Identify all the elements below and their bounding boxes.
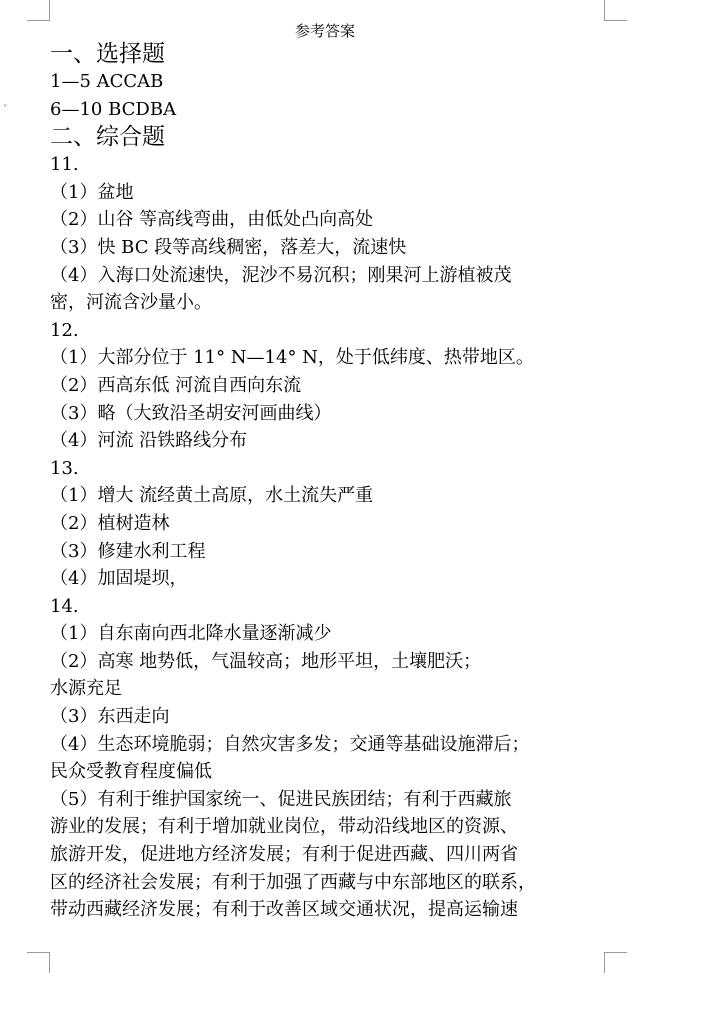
answer-line: 旅游开发，促进地方经济发展；有利于促进西藏、四川两省 [50,844,518,866]
answer-line: （2）山谷 等高线弯曲，由低处凸向高处 [50,209,374,231]
answer-line: 游业的发展；有利于增加就业岗位，带动沿线地区的资源、 [50,816,518,838]
crop-mark-top-right [604,0,627,21]
answer-line: （4）河流 沿铁路线分布 [50,430,248,452]
margin-chevron-icon: ˅ [3,105,8,115]
crop-mark-top-left [27,0,50,21]
answer-line: （4）生态环境脆弱；自然灾害多发；交通等基础设施滞后； [50,733,530,755]
answer-line: （1）盆地 [50,181,134,203]
section-heading: 一、选择题 [50,41,165,67]
answer-line: （3）修建水利工程 [50,540,206,562]
answer-line: （1）增大 流经黄土高原，水土流失严重 [50,485,374,507]
answer-line: （5）有利于维护国家统一、促进民族团结；有利于西藏旅 [50,788,512,810]
answer-line: （3）东西走向 [50,706,170,728]
answer-line: （2）高寒 地势低，气温较高；地形平坦，土壤肥沃； [50,650,482,672]
answer-line: （4）加固堤坝， [50,568,188,590]
crop-mark-bottom-left [27,952,50,973]
answer-line: 13. [50,457,79,479]
answer-line: 水源充足 [50,678,122,700]
crop-mark-bottom-right [604,952,627,973]
answer-line: 民众受教育程度偏低 [50,761,212,783]
answer-line: （2）西高东低 河流自西向东流 [50,374,302,396]
answer-line: （1）自东南向西北降水量逐渐减少 [50,623,332,645]
answer-line: 6—10 BCDBA [50,98,177,120]
section-heading: 二、综合题 [50,124,165,151]
answer-line: 带动西藏经济发展；有利于改善区域交通状况，提高运输速 [50,899,518,921]
page-header: 参考答案 [294,22,355,40]
answer-body [50,40,610,924]
answer-line: 14. [50,595,79,617]
answer-line: （3）快 BC 段等高线稠密，落差大，流速快 [50,236,407,258]
answer-line: 1—5 ACCAB [50,71,164,92]
answer-line: 12. [50,319,79,341]
answer-line: （1）大部分位于 11° N—14° N，处于低纬度、热带地区。 [50,347,534,369]
answer-line: （2）植树造林 [50,512,170,534]
answer-line: （4）入海口处流速快，泥沙不易沉积；刚果河上游植被茂 [50,264,512,286]
answer-line: （3）略（大致沿圣胡安河画曲线） [50,402,332,424]
answer-line: 密，河流含沙量小。 [50,292,212,314]
answer-line: 11. [50,154,79,176]
answer-line: 区的经济社会发展；有利于加强了西藏与中东部地区的联系， [50,871,536,893]
